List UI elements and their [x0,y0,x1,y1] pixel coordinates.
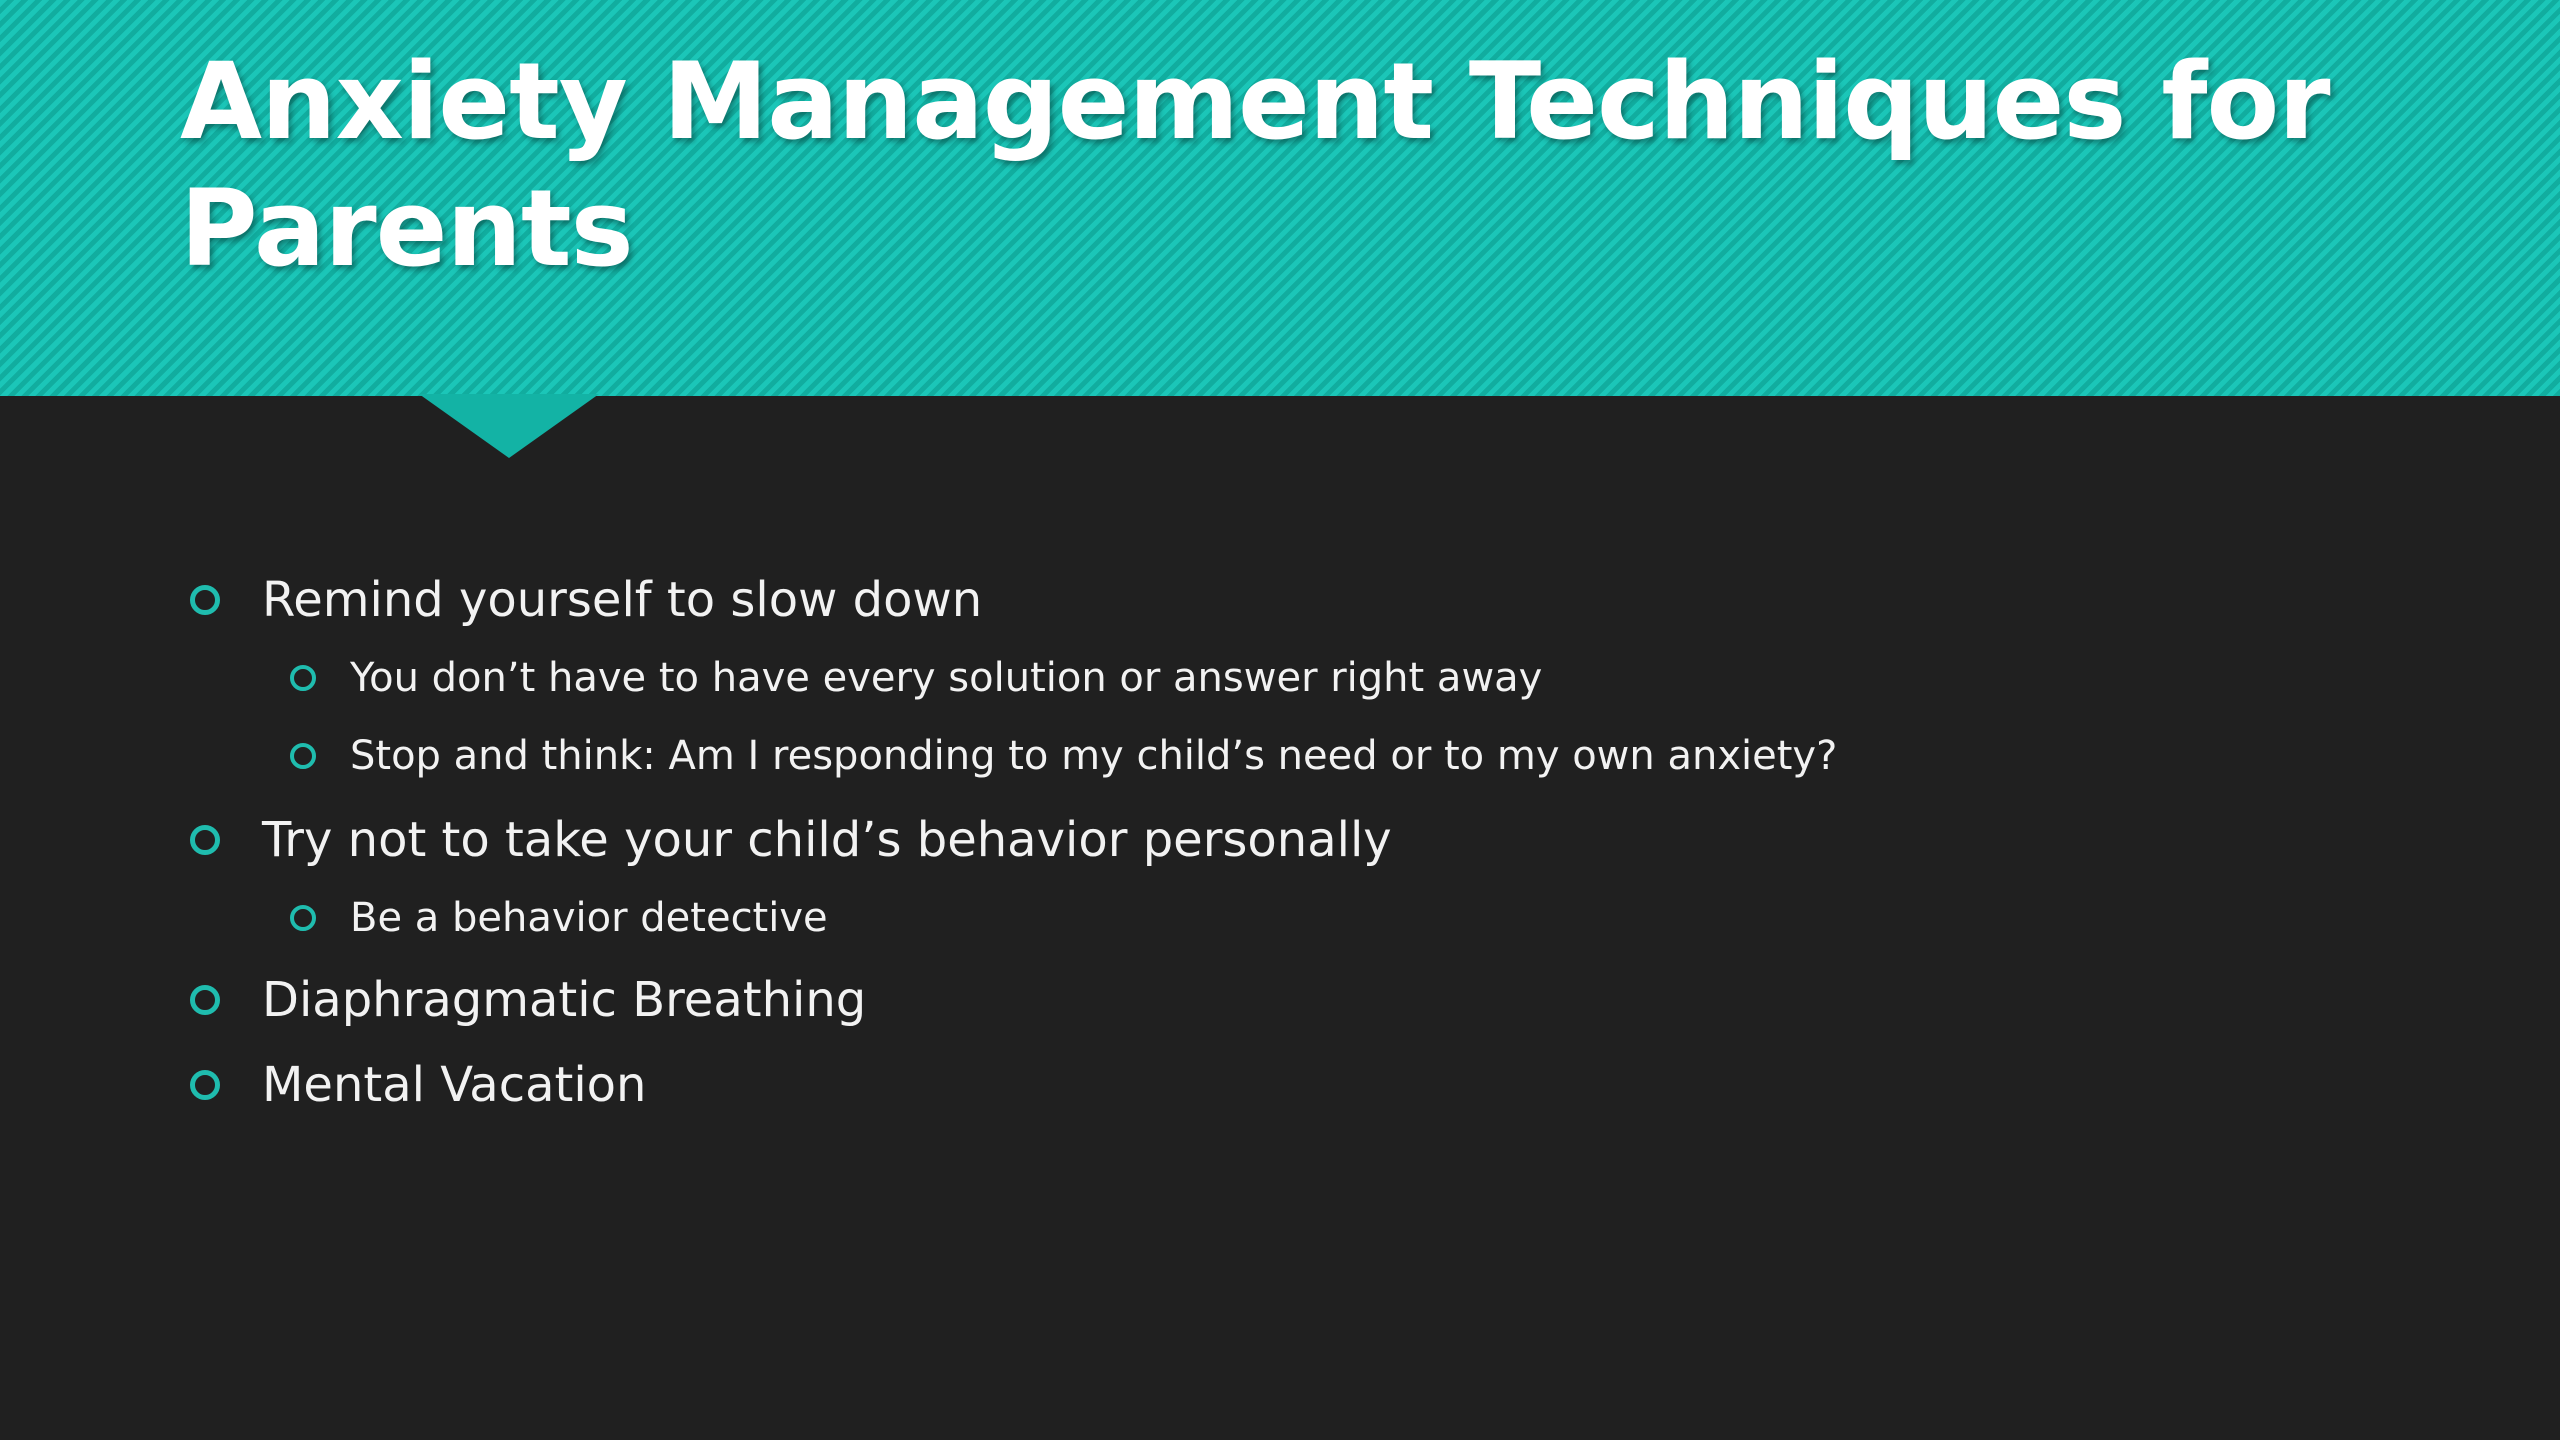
bullet-text: Mental Vacation [262,1057,647,1113]
bullet-item [190,1055,646,1115]
bullet-circle-icon [190,825,220,855]
slide-title: Anxiety Management Techniques for Parents [180,40,2330,290]
bullet-text: Diaphragmatic Breathing [262,972,867,1028]
bullet-circle-icon [290,665,316,691]
bullet-text: Try not to take your child’s behavior personally [262,812,1392,868]
bullet-text: You don’t have to have every solution or answer right away [350,655,1543,701]
bullet-item [190,810,1392,870]
sub-bullet-item [290,652,1542,704]
bullet-item [190,570,982,630]
bullet-text: Stop and think: Am I responding to my child’s need or to my own anxiety? [350,733,1838,779]
sub-bullet-item [290,892,828,944]
sub-bullet-item [290,730,1837,782]
bullet-circle-icon [190,985,220,1015]
bullet-item [190,970,866,1030]
bullet-circle-icon [290,905,316,931]
bullet-text: Be a behavior detective [350,895,828,941]
bullet-circle-icon [290,743,316,769]
bullet-circle-icon [190,585,220,615]
bullet-text: Remind yourself to slow down [262,572,983,628]
header-notch [419,394,599,458]
bullet-circle-icon [190,1070,220,1100]
